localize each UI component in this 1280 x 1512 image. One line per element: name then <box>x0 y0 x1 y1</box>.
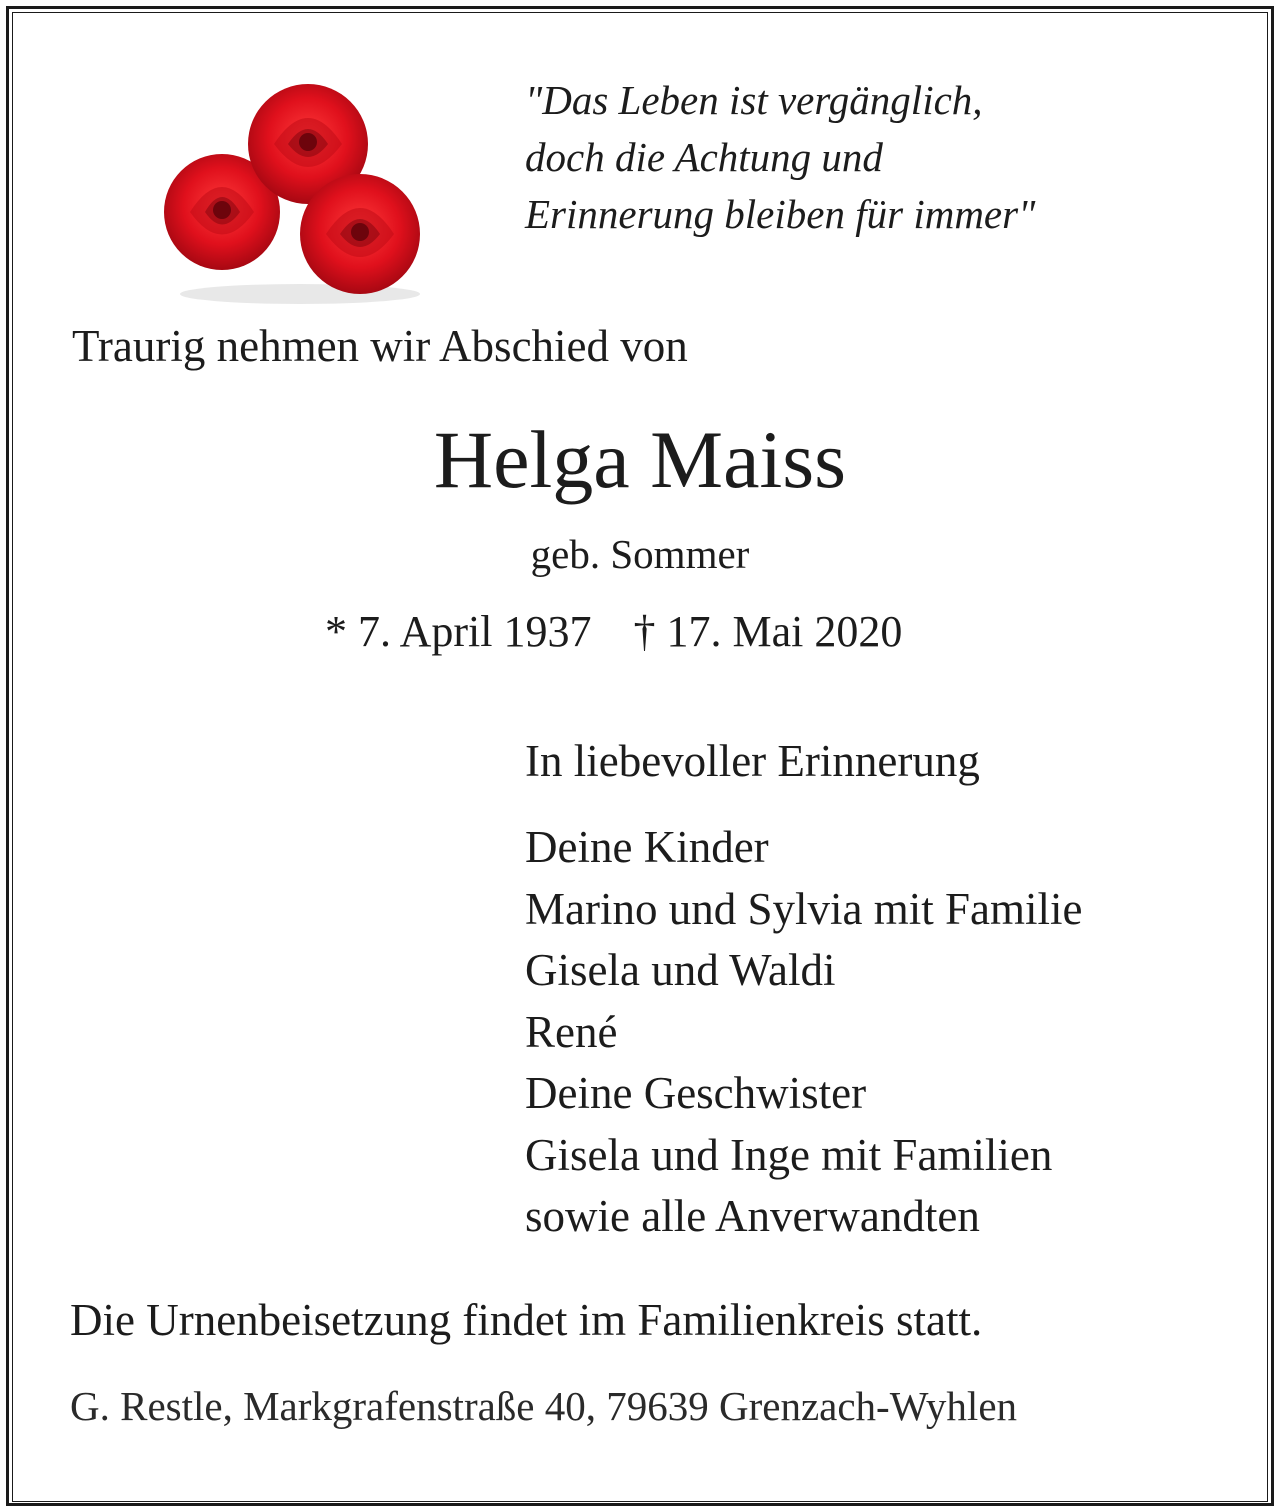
maiden-name: geb. Sommer <box>530 531 750 577</box>
burial-note: Die Urnenbeisetzung findet im Familienkreis statt. <box>70 1295 983 1345</box>
quote-line: "Das Leben ist vergänglich, <box>525 77 983 123</box>
memory-line: In liebevoller Erinnerung <box>525 736 980 786</box>
quote-line: doch die Achtung und <box>525 134 883 180</box>
mourner-line: Deine Kinder <box>525 822 769 872</box>
contact-address: G. Restle, Markgrafenstraße 40, 79639 Grenzach-Wyhlen <box>70 1383 1018 1429</box>
mourners-list <box>525 817 1082 1248</box>
mourner-line: Gisela und Waldi <box>525 945 836 995</box>
mourner-line: Gisela und Inge mit Familien <box>525 1129 1053 1180</box>
mourner-line: Deine Geschwister <box>525 1068 867 1118</box>
quote-line: Erinnerung bleiben für immer" <box>525 191 1036 237</box>
mourner-line: René <box>525 1006 618 1057</box>
quote <box>525 72 1035 243</box>
intro-text: Traurig nehmen wir Abschied von <box>72 321 688 371</box>
birth-date: * 7. April 1937 <box>325 607 592 656</box>
mourner-line: Marino und Sylvia mit Familie <box>525 883 1083 934</box>
mourner-line: sowie alle Anverwandten <box>525 1191 980 1241</box>
red-roses-image <box>150 62 450 312</box>
death-date: † 17. Mai 2020 <box>633 607 903 656</box>
life-dates <box>325 606 902 657</box>
deceased-name: Helga Maiss <box>433 414 847 505</box>
